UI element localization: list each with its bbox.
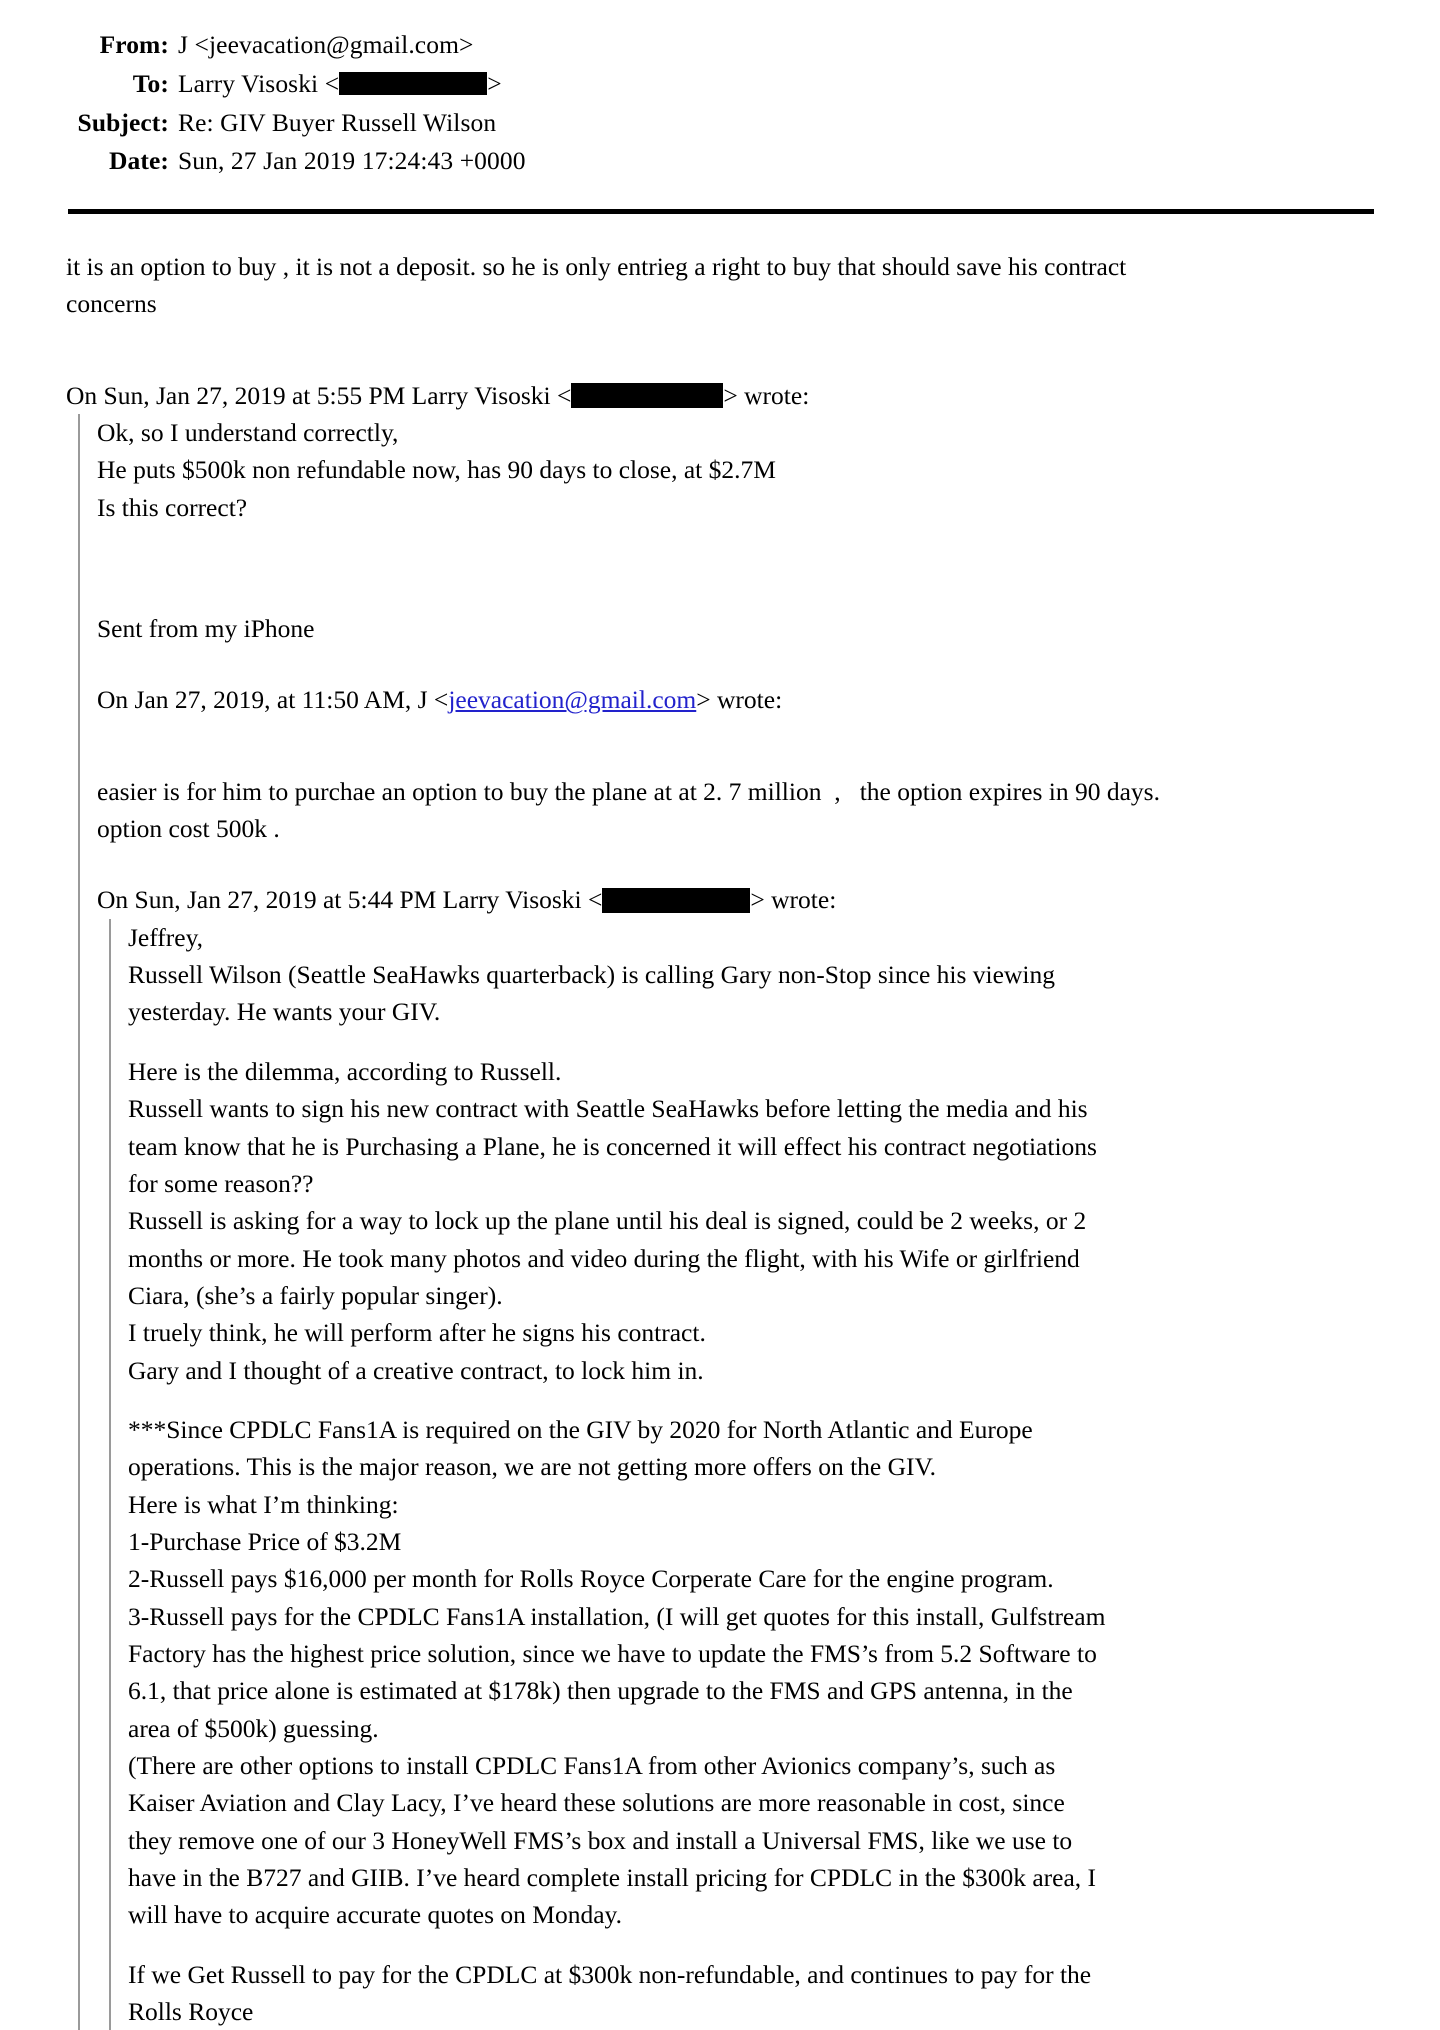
spacer [97,719,1288,773]
date-label: Date: [109,146,169,176]
spacer [128,1389,1110,1411]
quote-3-attribution-prefix: On Sun, Jan 27, 2019 at 5:44 PM Larry Visoski < [97,885,603,915]
quote-3-closing-line: If we Get Russell to pay for the CPDLC at $300k non-refundable, and continues to pay for the Rolls Royce [128,1959,1098,2027]
quote-3-dilemma-line-5: Gary and I thought of a creative contract, to lock him in. [128,1355,704,1385]
quote-3-dilemma-line-3: Russell is asking for a way to lock up the plane until his deal is signed, could be 2 weeks, or 2 months or more. He took many photos and video during the flight, with his Wife or girlfriend Ciara, (she’s a fairly popular singer). [128,1206,1093,1310]
quote-level-2 [97,773,1202,2030]
quote-level-1 [78,414,1288,2030]
subject-value: Re: GIV Buyer Russell Wilson [178,107,497,137]
quote-3-dilemma-intro: Here is the dilemma, according to Russell. [128,1056,562,1086]
quote-3-thinking-intro: Here is what I’m thinking: [128,1489,399,1519]
quote-3-list-item-3: 3-Russell pays for the CPDLC Fans1A installation, (I will get quotes for this install, Gulfstream Factory has the highest price solution, since we have to update the FMS’s from 5.2 Software to 6.1, that price alone is estimated at $178k) then upgrade to the FMS and GPS antenna, in the area of $500k) guessing. [128,1601,1112,1743]
quote-3-dilemma-line-4: I truely think, he will perform after he signs his contract. [128,1318,706,1348]
quote-1-line-3: Is this correct? [97,492,248,522]
to-value [178,65,502,104]
from-value: J <jeevacation@gmail.com> [178,30,474,59]
email-header [0,0,1440,181]
quote-level-3 [109,919,1110,2030]
redaction-block-quote-3 [602,888,750,913]
spacer [97,647,1288,681]
quote-2-line-2: option cost 500k . [97,814,280,844]
header-row-from [0,26,1440,65]
header-row-date [0,142,1440,181]
to-value-suffix: > [487,68,502,98]
spacer [128,1934,1110,1956]
date-value: Sun, 27 Jan 2019 17:24:43 +0000 [178,146,526,176]
sender-email-link[interactable]: jeevacation@gmail.com [448,685,697,715]
header-row-subject [0,104,1440,143]
quote-3-list-item-1: 1-Purchase Price of $3.2M [128,1526,402,1556]
quote-1-line-2: He puts $500k non refundable now, has 90 days to close, at $2.7M [97,455,776,485]
quote-3-attribution [97,881,1202,918]
to-label: To: [132,68,169,98]
header-row-to [0,65,1440,104]
quote-3-list-item-2: 2-Russell pays $16,000 per month for Rolls Royce Corperate Care for the engine program. [128,1564,1054,1594]
quote-2-attribution-suffix: > wrote: [696,685,783,715]
spacer [128,1031,1110,1053]
quote-3-dilemma-line-2: Russell wants to sign his new contract with Seattle SeaHawks before letting the media and his team know that he is Purchasing a Plane, he is concerned it will effect his contract negotiations for some reason?? [128,1094,1104,1198]
quote-2-line-1: easier is for him to purchae an option to buy the plane at at 2. 7 million , the option expires in 90 days. [97,776,1160,806]
quote-3-avionics-options: (There are other options to install CPDLC Fans1A from other Avionics company’s, such as Kaiser Aviation and Clay Lacy, I’ve heard these solutions are more reasonable in cost, since they remove one of our 3 HoneyWell FMS’s box and install a Universal FMS, like we use to have in the B727 and GIIB. I’ve heard complete install pricing for CPDLC in the $300k area, I will have to acquire accurate quotes on Monday. [128,1751,1103,1930]
header-divider-rule [68,209,1374,214]
reply-line-1: it is an option to buy , it is not a deposit. so he is only entrieg a right to buy that should save his contract [66,252,1127,281]
quote-1-attribution-suffix: > wrote: [723,380,810,410]
subject-label: Subject: [77,107,169,137]
quote-1-attribution [66,377,1368,414]
quote-3-paragraph-1: Russell Wilson (Seattle SeaHawks quarterback) is calling Gary non-Stop since his viewing yesterday. He wants your GIV. [128,960,1062,1027]
to-value-prefix: Larry Visoski < [178,68,340,98]
spacer [66,323,1368,377]
quote-3-attribution-suffix: > wrote: [750,885,837,915]
redaction-block-quote-1 [571,383,723,408]
spacer [97,526,1288,610]
quote-2-attribution-prefix: On Jan 27, 2019, at 11:50 AM, J < [97,685,449,715]
top-reply-message [66,248,1368,2030]
from-label: From: [99,30,169,59]
quote-1-signature: Sent from my iPhone [97,614,315,644]
spacer [97,847,1202,881]
quote-1-line-1: Ok, so I understand correctly, [97,418,399,448]
quote-2-attribution [97,681,1288,718]
redaction-block-to-email [339,72,487,95]
email-body [0,248,1440,2030]
quote-3-cpdlc-note: ***Since CPDLC Fans1A is required on the GIV by 2020 for North Atlantic and Europe operations. This is the major reason, we are not getting more offers on the GIV. [128,1414,1040,1482]
quote-3-greeting: Jeffrey, [128,922,204,952]
reply-line-2: concerns [66,289,157,319]
quote-1-attribution-prefix: On Sun, Jan 27, 2019 at 5:55 PM Larry Visoski < [66,380,572,410]
